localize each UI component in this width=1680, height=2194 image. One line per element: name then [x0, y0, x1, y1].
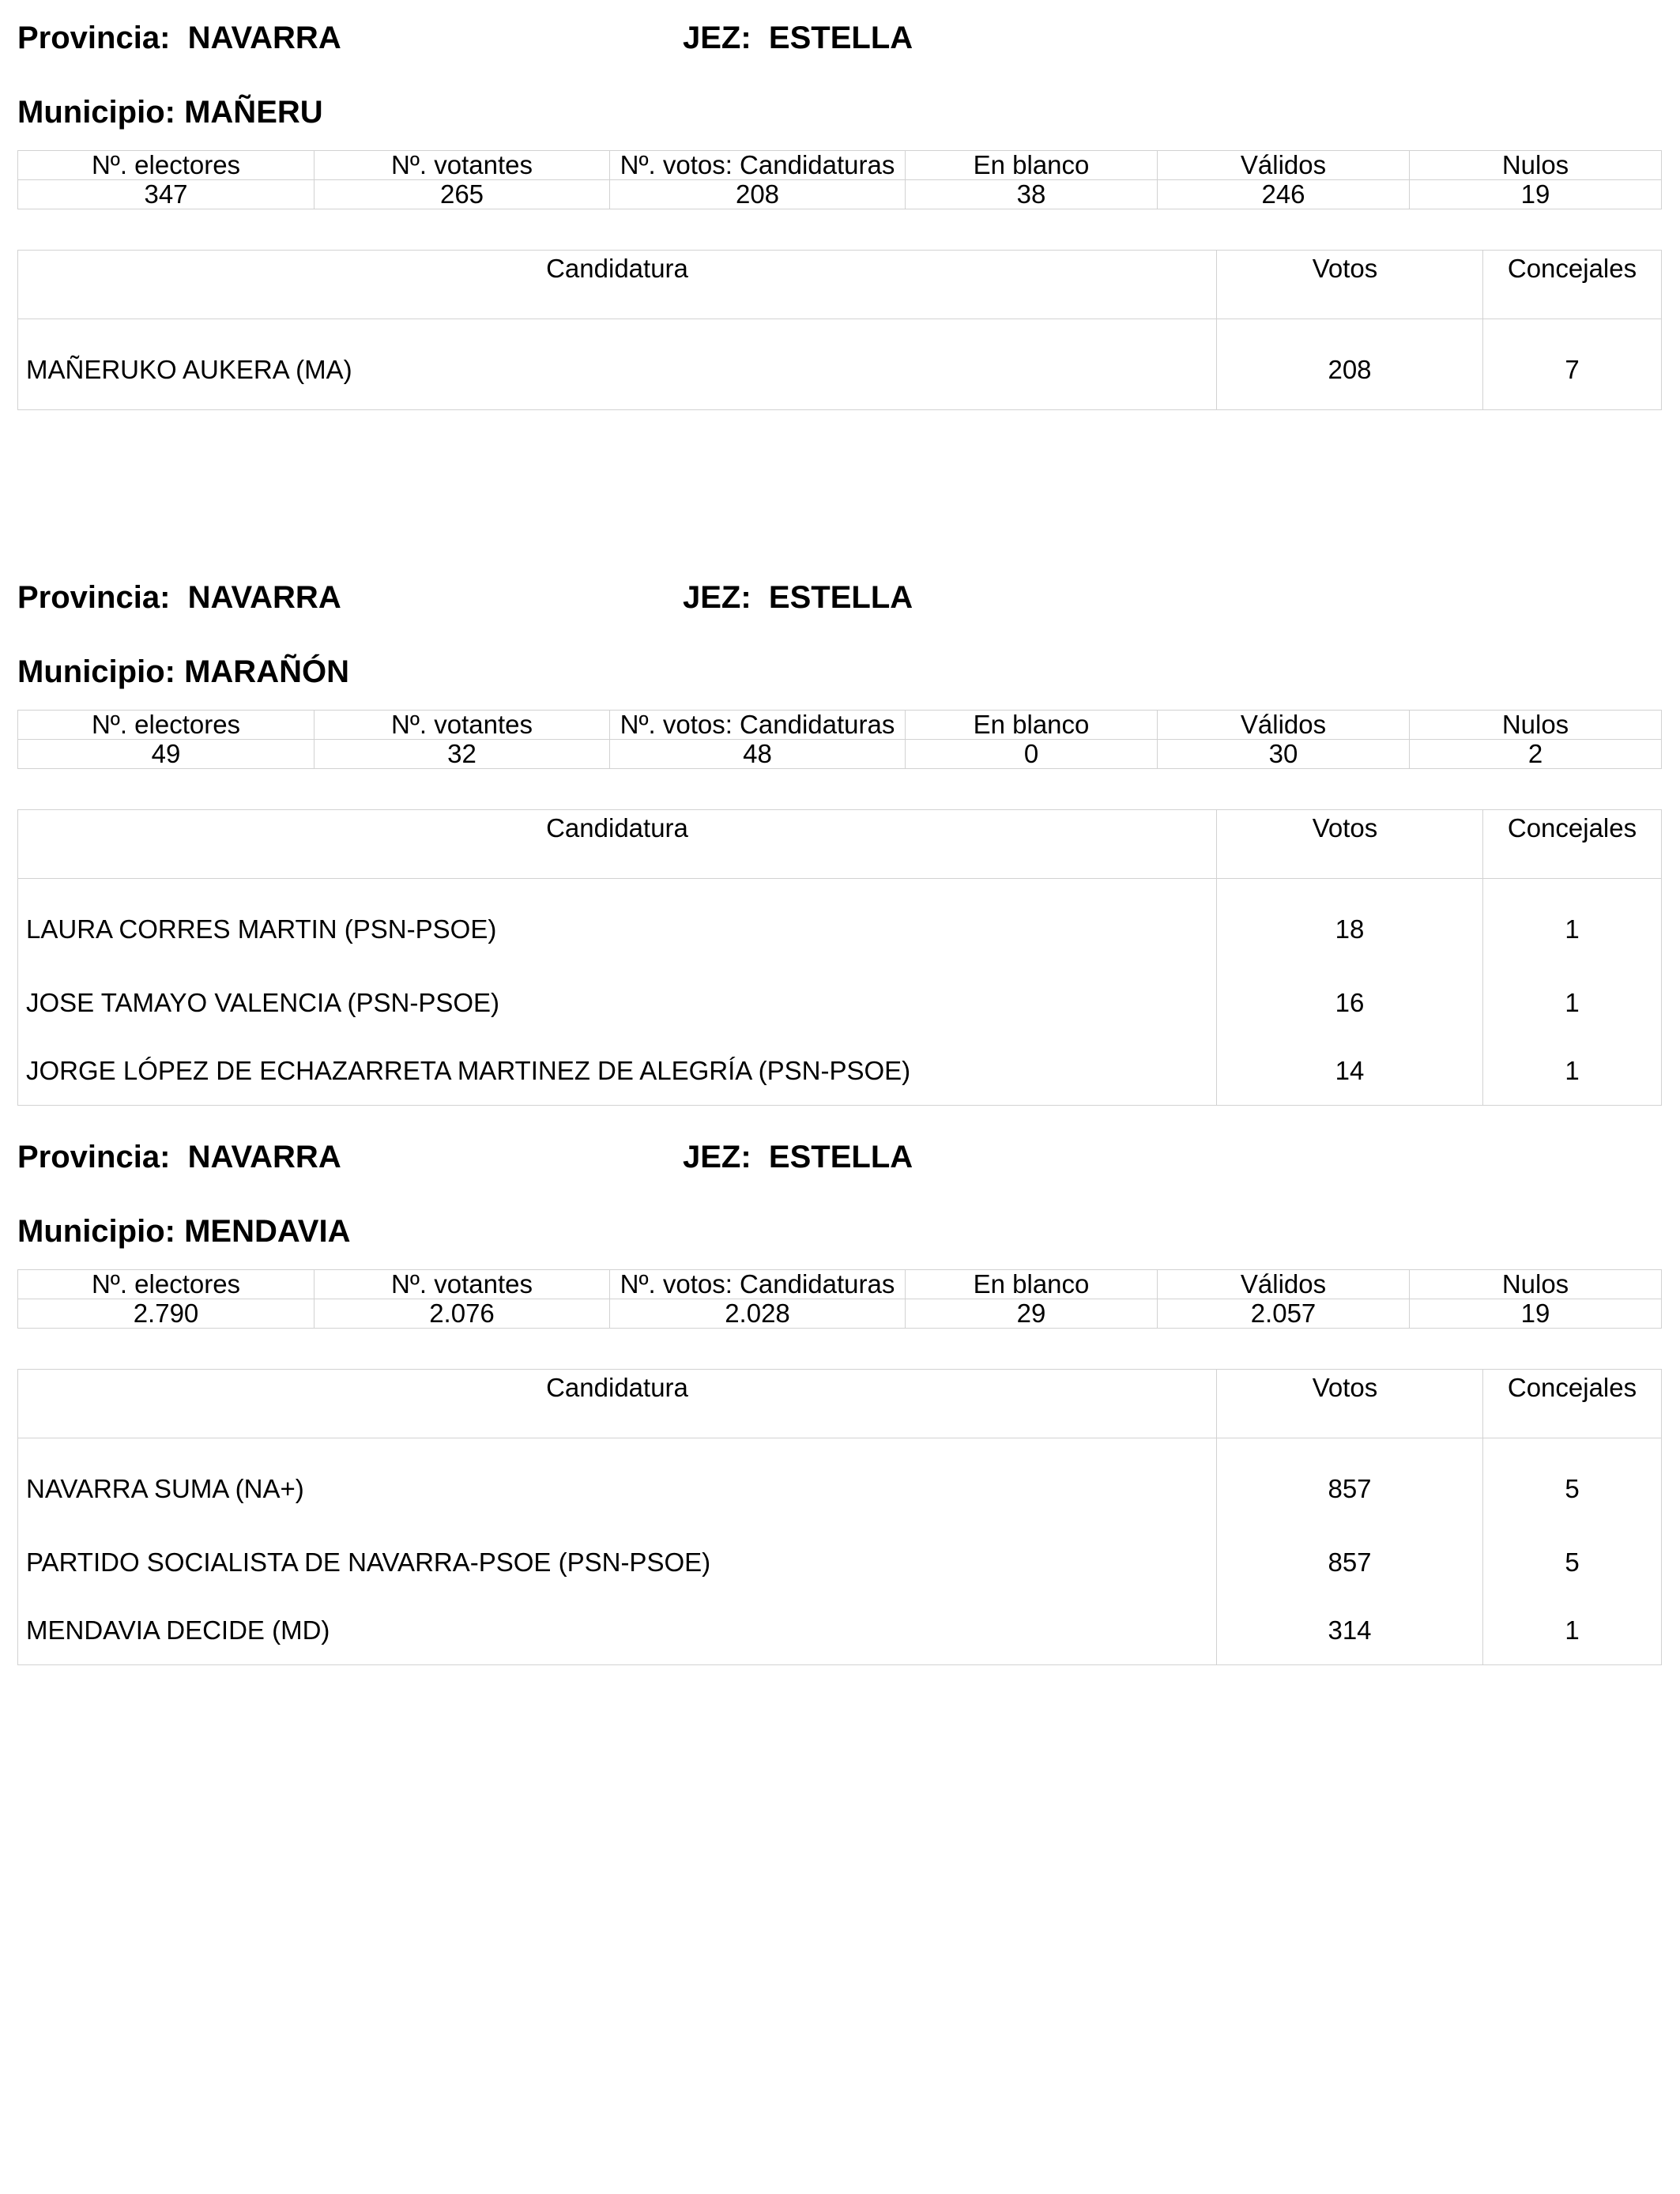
candidatura-row: [18, 1529, 1662, 1596]
candidatura-name: LAURA CORRES MARTIN (PSN-PSOE): [18, 879, 1217, 970]
stat-header-en-blanco: En blanco: [906, 711, 1158, 740]
stat-value-en-blanco: 38: [906, 180, 1158, 209]
candidatura-name: JOSE TAMAYO VALENCIA (PSN-PSOE): [18, 969, 1217, 1037]
municipio-label: Municipio:: [17, 1214, 175, 1249]
stat-header-electores: Nº. electores: [18, 151, 315, 180]
candidatura-votos: 857: [1217, 1438, 1483, 1529]
jez-value: ESTELLA: [768, 21, 913, 55]
stat-value-validos: 30: [1158, 740, 1410, 769]
jez-heading: [683, 579, 913, 616]
stat-value-en-blanco: 0: [906, 740, 1158, 769]
stats-table: [17, 710, 1662, 769]
provincia-value: NAVARRA: [187, 580, 341, 615]
candidatura-name: MENDAVIA DECIDE (MD): [18, 1596, 1217, 1665]
results-table: [17, 809, 1662, 1106]
jez-value: ESTELLA: [768, 1140, 913, 1174]
stat-value-electores: 347: [18, 180, 315, 209]
col-header-votos: Votos: [1217, 251, 1483, 319]
stat-value-validos: 246: [1158, 180, 1410, 209]
col-header-candidatura: Candidatura: [18, 1370, 1217, 1438]
stat-header-electores: Nº. electores: [18, 711, 315, 740]
provincia-value: NAVARRA: [187, 21, 341, 55]
stat-value-nulos: 19: [1410, 180, 1662, 209]
stats-value-row: [18, 740, 1662, 769]
results-header-row: [18, 810, 1662, 879]
jez-heading: [683, 1138, 913, 1176]
stat-header-votos-candidaturas: Nº. votos: Candidaturas: [610, 151, 906, 180]
municipio-label: Municipio:: [17, 95, 175, 130]
candidatura-row: [18, 1037, 1662, 1106]
stat-value-electores: 49: [18, 740, 315, 769]
candidatura-votos: 314: [1217, 1596, 1483, 1665]
candidatura-name: NAVARRA SUMA (NA+): [18, 1438, 1217, 1529]
provincia-heading: [17, 579, 341, 616]
stat-header-votantes: Nº. votantes: [315, 711, 610, 740]
stat-header-validos: Válidos: [1158, 151, 1410, 180]
stat-header-en-blanco: En blanco: [906, 1270, 1158, 1299]
candidatura-row: [18, 319, 1662, 410]
results-header-row: [18, 1370, 1662, 1438]
stats-header-row: [18, 151, 1662, 180]
stat-value-votantes: 265: [315, 180, 610, 209]
col-header-votos: Votos: [1217, 810, 1483, 879]
stats-table: [17, 1269, 1662, 1329]
stat-header-electores: Nº. electores: [18, 1270, 315, 1299]
candidatura-votos: 857: [1217, 1529, 1483, 1596]
stat-value-votos-candidaturas: 48: [610, 740, 906, 769]
municipio-value: MAÑERU: [184, 95, 323, 130]
stat-value-nulos: 2: [1410, 740, 1662, 769]
municipio-value: MENDAVIA: [184, 1214, 351, 1249]
candidatura-row: [18, 879, 1662, 970]
stat-value-validos: 2.057: [1158, 1299, 1410, 1329]
results-table: [17, 250, 1662, 410]
stat-value-votantes: 2.076: [315, 1299, 610, 1329]
stats-value-row: [18, 1299, 1662, 1329]
municipio-value: MARAÑÓN: [184, 654, 349, 689]
candidatura-concejales: 1: [1483, 969, 1662, 1037]
provincia-label: Provincia:: [17, 21, 171, 55]
jez-value: ESTELLA: [768, 580, 913, 615]
stats-header-row: [18, 711, 1662, 740]
stats-table: [17, 150, 1662, 209]
col-header-votos: Votos: [1217, 1370, 1483, 1438]
municipio-label: Municipio:: [17, 654, 175, 689]
col-header-candidatura: Candidatura: [18, 810, 1217, 879]
provincia-label: Provincia:: [17, 1140, 171, 1174]
candidatura-concejales: 5: [1483, 1529, 1662, 1596]
col-header-concejales: Concejales: [1483, 251, 1662, 319]
candidatura-votos: 18: [1217, 879, 1483, 970]
stat-value-votos-candidaturas: 2.028: [610, 1299, 906, 1329]
stat-header-votos-candidaturas: Nº. votos: Candidaturas: [610, 1270, 906, 1299]
stat-header-nulos: Nulos: [1410, 1270, 1662, 1299]
candidatura-concejales: 7: [1483, 319, 1662, 410]
stat-value-nulos: 19: [1410, 1299, 1662, 1329]
stat-value-electores: 2.790: [18, 1299, 315, 1329]
stat-header-validos: Válidos: [1158, 711, 1410, 740]
candidatura-votos: 208: [1217, 319, 1483, 410]
municipio-heading: [17, 1212, 350, 1250]
candidatura-row: [18, 1438, 1662, 1529]
candidatura-name: PARTIDO SOCIALISTA DE NAVARRA-PSOE (PSN-PSOE): [18, 1529, 1217, 1596]
candidatura-row: [18, 1596, 1662, 1665]
provincia-heading: [17, 19, 341, 57]
candidatura-name: MAÑERUKO AUKERA (MA): [18, 319, 1217, 410]
candidatura-concejales: 1: [1483, 879, 1662, 970]
stat-value-votos-candidaturas: 208: [610, 180, 906, 209]
provincia-label: Provincia:: [17, 580, 171, 615]
candidatura-concejales: 1: [1483, 1037, 1662, 1106]
stat-header-nulos: Nulos: [1410, 711, 1662, 740]
stat-header-votos-candidaturas: Nº. votos: Candidaturas: [610, 711, 906, 740]
stat-header-en-blanco: En blanco: [906, 151, 1158, 180]
results-header-row: [18, 251, 1662, 319]
jez-label: JEZ:: [683, 21, 751, 55]
municipio-heading: [17, 653, 349, 691]
provincia-heading: [17, 1138, 341, 1176]
jez-heading: [683, 19, 913, 57]
municipio-heading: [17, 93, 323, 131]
candidatura-votos: 16: [1217, 969, 1483, 1037]
stats-header-row: [18, 1270, 1662, 1299]
jez-label: JEZ:: [683, 1140, 751, 1174]
provincia-value: NAVARRA: [187, 1140, 341, 1174]
stat-header-validos: Válidos: [1158, 1270, 1410, 1299]
candidatura-row: [18, 969, 1662, 1037]
candidatura-concejales: 1: [1483, 1596, 1662, 1665]
candidatura-concejales: 5: [1483, 1438, 1662, 1529]
candidatura-votos: 14: [1217, 1037, 1483, 1106]
candidatura-name: JORGE LÓPEZ DE ECHAZARRETA MARTINEZ DE ALEGRÍA (PSN-PSOE): [18, 1037, 1217, 1106]
stats-value-row: [18, 180, 1662, 209]
stat-value-votantes: 32: [315, 740, 610, 769]
col-header-candidatura: Candidatura: [18, 251, 1217, 319]
jez-label: JEZ:: [683, 580, 751, 615]
stat-value-en-blanco: 29: [906, 1299, 1158, 1329]
stat-header-votantes: Nº. votantes: [315, 151, 610, 180]
results-table: [17, 1369, 1662, 1665]
col-header-concejales: Concejales: [1483, 1370, 1662, 1438]
stat-header-nulos: Nulos: [1410, 151, 1662, 180]
stat-header-votantes: Nº. votantes: [315, 1270, 610, 1299]
col-header-concejales: Concejales: [1483, 810, 1662, 879]
